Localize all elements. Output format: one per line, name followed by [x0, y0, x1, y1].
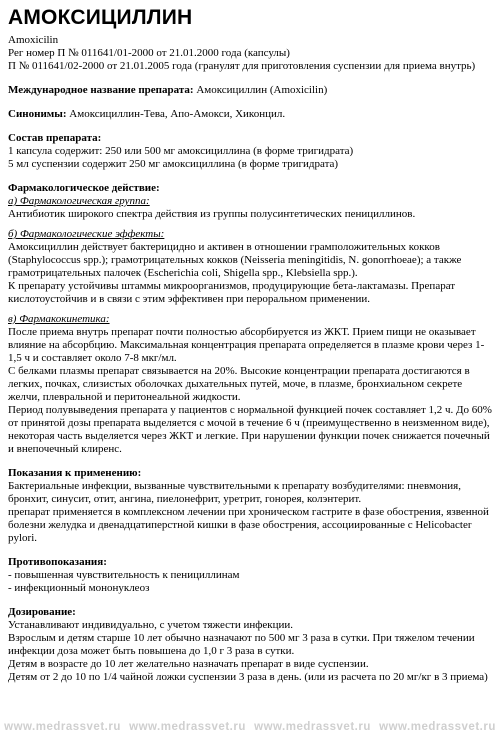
pharm-effects-label: б) Фармакологические эффекты:	[8, 228, 165, 240]
pharm-group-text: Антибиотик широкого спектра действия из группы полусинтетических пенициллинов.	[8, 208, 416, 220]
latin-name: Amoxicilin	[8, 34, 59, 46]
pharmacokinetics-text-2: С белками плазмы препарат связывается на 20%. Высокие концентрации препарата достигаются в легких, почках, слизистых оболочках дыхательных путей, моче, в плазме, бронхиальном секрете желчи, плевральной и перитонеальной жидкости.	[8, 365, 470, 403]
watermark-text: www.medrassvet.ru	[4, 721, 121, 733]
intl-name-value: Амоксициллин (Amoxicilin)	[193, 84, 328, 96]
composition-line-2: 5 мл суспензии содержит 250 мг амоксициллина (в форме тригидрата)	[8, 158, 339, 170]
pharm-group-label: а) Фармакологическая группа:	[8, 195, 150, 207]
pharm-effects-text-1: Амоксициллин действует бактерицидно и активен в отношении грамположительных кокков (Staphylococcus spp.); грамотрицательных кокков (Neisseria meningitidis, N. gonorrhoeae); а также грамотрицательных палочек (Escherichia coli, Shigella spp., Klebsiella spp.).	[8, 241, 462, 279]
page-title: АМОКСИЦИЛЛИН	[8, 6, 193, 29]
pharmacokinetics-text-3: Период полувыведения препарата у пациентов с нормальной функцией почек составляет 1,2 ч. До 60% от принятой дозы препарата выделяется с мочой в течение 6 ч (преимущественно в неизменном виде), некоторая часть выделяется через ЖКТ и легкие. При нарушении функции почек снижается почечный и внепочечный клиренс.	[8, 404, 492, 455]
composition-heading: Состав препарата:	[8, 132, 102, 144]
composition-line-1: 1 капсула содержит: 250 или 500 мг амоксициллина (в форме тригидрата)	[8, 145, 354, 157]
synonyms-value: Амоксициллин-Тева, Апо-Амокси, Хиконцил.	[66, 108, 286, 120]
watermark-text: www.medrassvet.ru	[379, 721, 496, 733]
indications-text-2: препарат применяется в комплексном лечении при хроническом гастрите в фазе обострения, язвенной болезни желудка и двенадцатиперстной кишки в фазе обострения, ассоциированные с Helicobacter pylori.	[8, 506, 489, 544]
contraindications-heading: Противопоказания:	[8, 556, 107, 568]
dosage-text-4: Детям от 2 до 10 по 1/4 чайной ложки суспензии 3 раза в день. (или из расчета по 20 мг/кг в 3 приема)	[8, 671, 488, 683]
registration-2: П № 011641/02-2000 от 21.01.2005 года (гранулят для приготовления суспензии для приема внутрь)	[8, 60, 476, 72]
dosage-heading: Дозирование:	[8, 606, 76, 618]
dosage-text-3: Детям в возрасте до 10 лет желательно назначать препарат в виде суспензии.	[8, 658, 369, 670]
intl-name-line	[8, 84, 492, 97]
indications-text-1: Бактериальные инфекции, вызванные чувствительными к препарату возбудителями: пневмония, бронхит, синусит, отит, ангина, пиелонефрит, уретрит, гонорея, колэнтерит.	[8, 480, 461, 505]
dosage-text-1: Устанавливают индивидуально, с учетом тяжести инфекции.	[8, 619, 293, 631]
contraindication-2: - инфекционный мононуклеоз	[8, 582, 150, 594]
watermark	[0, 721, 500, 733]
pharm-action-heading: Фармакологическое действие:	[8, 182, 160, 194]
registration-1: Рег номер П № 011641/01-2000 от 21.01.2000 года (капсулы)	[8, 47, 290, 59]
watermark-text: www.medrassvet.ru	[129, 721, 246, 733]
dosage-text-2: Взрослым и детям старше 10 лет обычно назначают по 500 мг 3 раза в сутки. При тяжелом течении инфекции доза может быть повышена до 1,0 г 3 раза в сутки.	[8, 632, 475, 657]
pharm-effects-text-2: К препарату устойчивы штаммы микроорганизмов, продуцирующие бета-лактамазы. Препарат кислотоустойчив и в связи с этим эффективен при пероральном применении.	[8, 280, 456, 305]
contraindication-1: - повышенная чувствительность к пенициллинам	[8, 569, 240, 581]
watermark-text: www.medrassvet.ru	[254, 721, 371, 733]
intl-name-label: Международное название препарата:	[8, 84, 194, 96]
pharmacokinetics-text-1: После приема внутрь препарат почти полностью абсорбируется из ЖКТ. Прием пищи не оказывает влияние на абсорбцию. Максимальная концентрация препарата определяется в плазме крови через 1-1,5 ч и составляет около 7-8 мкг/мл.	[8, 326, 485, 364]
synonyms-line	[8, 108, 492, 121]
pharmacokinetics-label: в) Фармакокинетика:	[8, 313, 110, 325]
indications-heading: Показания к применению:	[8, 467, 142, 479]
synonyms-label: Синонимы:	[8, 108, 67, 120]
